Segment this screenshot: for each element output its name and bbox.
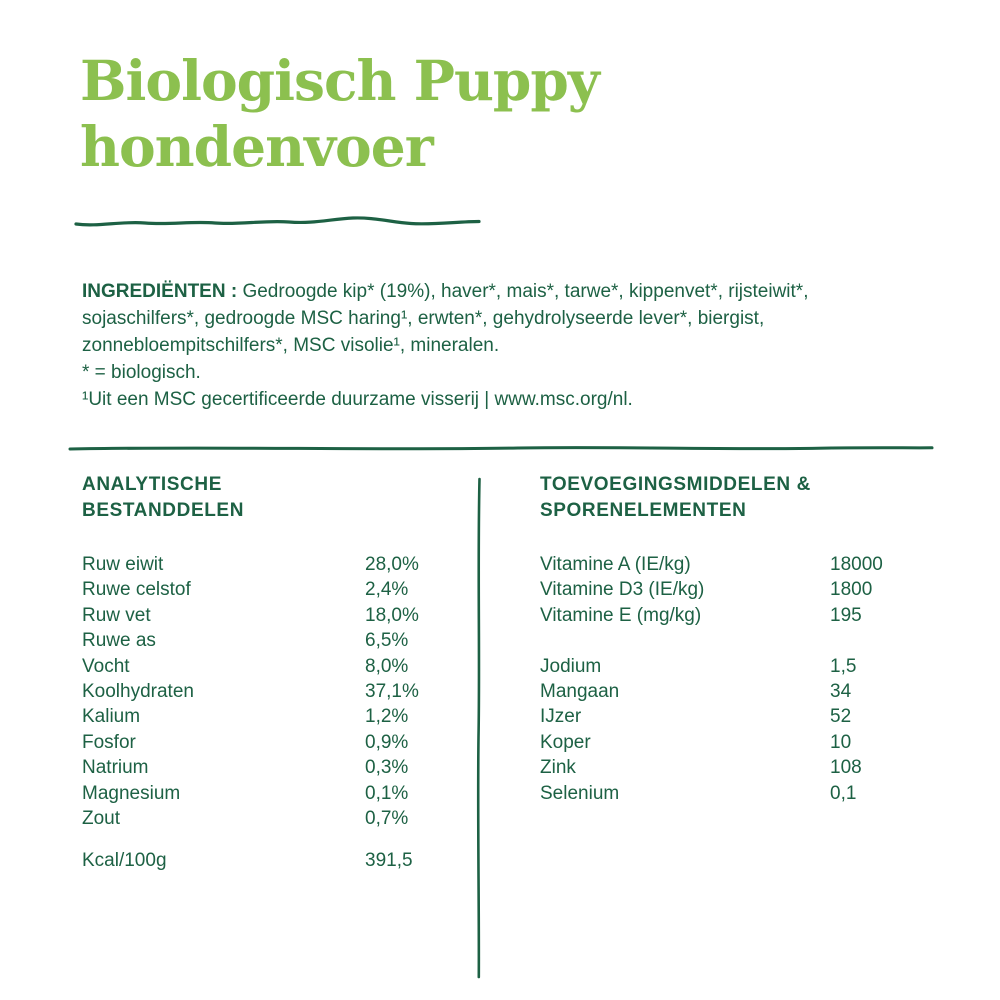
row-label: IJzer [540,706,582,728]
table-row [540,755,936,780]
table-row [82,755,478,780]
row-value: 18000 [830,554,883,575]
ingredients-line: zonnebloempitschilfers*, MSC visolie¹, mineralen. [82,335,500,356]
row-value: 6,5% [365,630,409,652]
additives-heading-line2: SPORENELEMENTEN [540,500,747,521]
table-row [82,806,478,831]
row-label: Koolhydraten [82,680,194,702]
row-label: Magnesium [82,782,181,804]
row-value: 391,5 [365,850,413,872]
table-row [540,552,936,577]
row-label: Vocht [82,655,130,677]
table-row [540,577,936,602]
ingredients-paragraph [82,278,922,413]
additives-heading-line1: TOEVOEGINGSMIDDELEN & [540,474,811,495]
table-row [540,730,936,755]
row-value: 18,0% [365,604,419,626]
row-value: 195 [830,604,862,626]
table-row [82,704,478,729]
table-row [540,603,936,628]
row-value: 1,2% [365,706,409,728]
row-label: Jodium [540,655,602,677]
analytical-heading-line1: ANALYTISCHE [82,474,222,495]
row-label: Fosfor [82,731,136,753]
table-row [82,730,478,755]
row-label: Kalium [82,706,141,728]
row-value: 37,1% [365,680,419,702]
row-label: Natrium [82,757,149,779]
row-label: Selenium [540,782,620,804]
table-row [82,654,478,679]
page-title-line1: Biologisch Puppy [80,48,599,113]
table-row [82,781,478,806]
table-row [82,603,478,628]
row-label: Ruw vet [82,604,151,626]
row-value: 2,4% [365,579,409,601]
row-value: 0,3% [365,757,409,779]
row-label: Koper [540,731,591,753]
row-value: 0,7% [365,807,409,829]
table-row [82,628,478,653]
table-row [82,679,478,704]
analytical-section [82,472,478,874]
wavy-divider-line [73,213,483,233]
row-label: Vitamine A (IE/kg) [540,554,691,575]
row-label: Ruwe celstof [82,579,191,601]
row-label: Zink [540,757,576,779]
row-value: 1,5 [830,655,857,677]
row-value: 108 [830,757,862,779]
table-row [540,781,936,806]
organic-footnote: * = biologisch. [82,362,201,383]
row-label: Vitamine D3 (IE/kg) [540,579,705,601]
analytical-heading-line2: BESTANDDELEN [82,500,245,521]
row-value: 1800 [830,579,873,601]
page-title [80,48,599,180]
table-row [540,679,936,704]
analytical-heading [82,472,478,524]
row-value: 10 [830,731,852,753]
ingredients-label: INGREDIËNTEN : [82,281,243,302]
row-label: Mangaan [540,680,620,702]
horizontal-divider-line [68,443,934,453]
row-label: Ruw eiwit [82,554,164,575]
msc-footnote: ¹Uit een MSC gecertificeerde duurzame visserij | www.msc.org/nl. [82,389,633,410]
row-value: 28,0% [365,554,419,575]
table-row [540,654,936,679]
row-value: 0,1 [830,782,857,804]
row-value: 0,9% [365,731,409,753]
page-title-line2: hondenvoer [80,114,433,179]
row-label: Kcal/100g [82,850,167,872]
row-value: 52 [830,706,852,728]
ingredients-line: sojaschilfers*, gedroogde MSC haring¹, erwten*, gehydrolyseerde lever*, biergist, [82,308,765,329]
row-label: Ruwe as [82,630,156,652]
table-row [82,577,478,602]
ingredients-text: Gedroogde kip* (19%), haver*, mais*, tarwe*, kippenvet*, rijsteiwit*, [242,281,809,302]
row-label: Vitamine E (mg/kg) [540,604,702,626]
row-value: 8,0% [365,655,409,677]
additives-heading [540,472,936,524]
kcal-row [82,848,478,873]
table-row [82,552,478,577]
ingredients-line [82,278,922,305]
row-value: 34 [830,680,852,702]
table-row [540,704,936,729]
additives-section [540,472,936,806]
row-value: 0,1% [365,782,409,804]
row-label: Zout [82,807,121,829]
